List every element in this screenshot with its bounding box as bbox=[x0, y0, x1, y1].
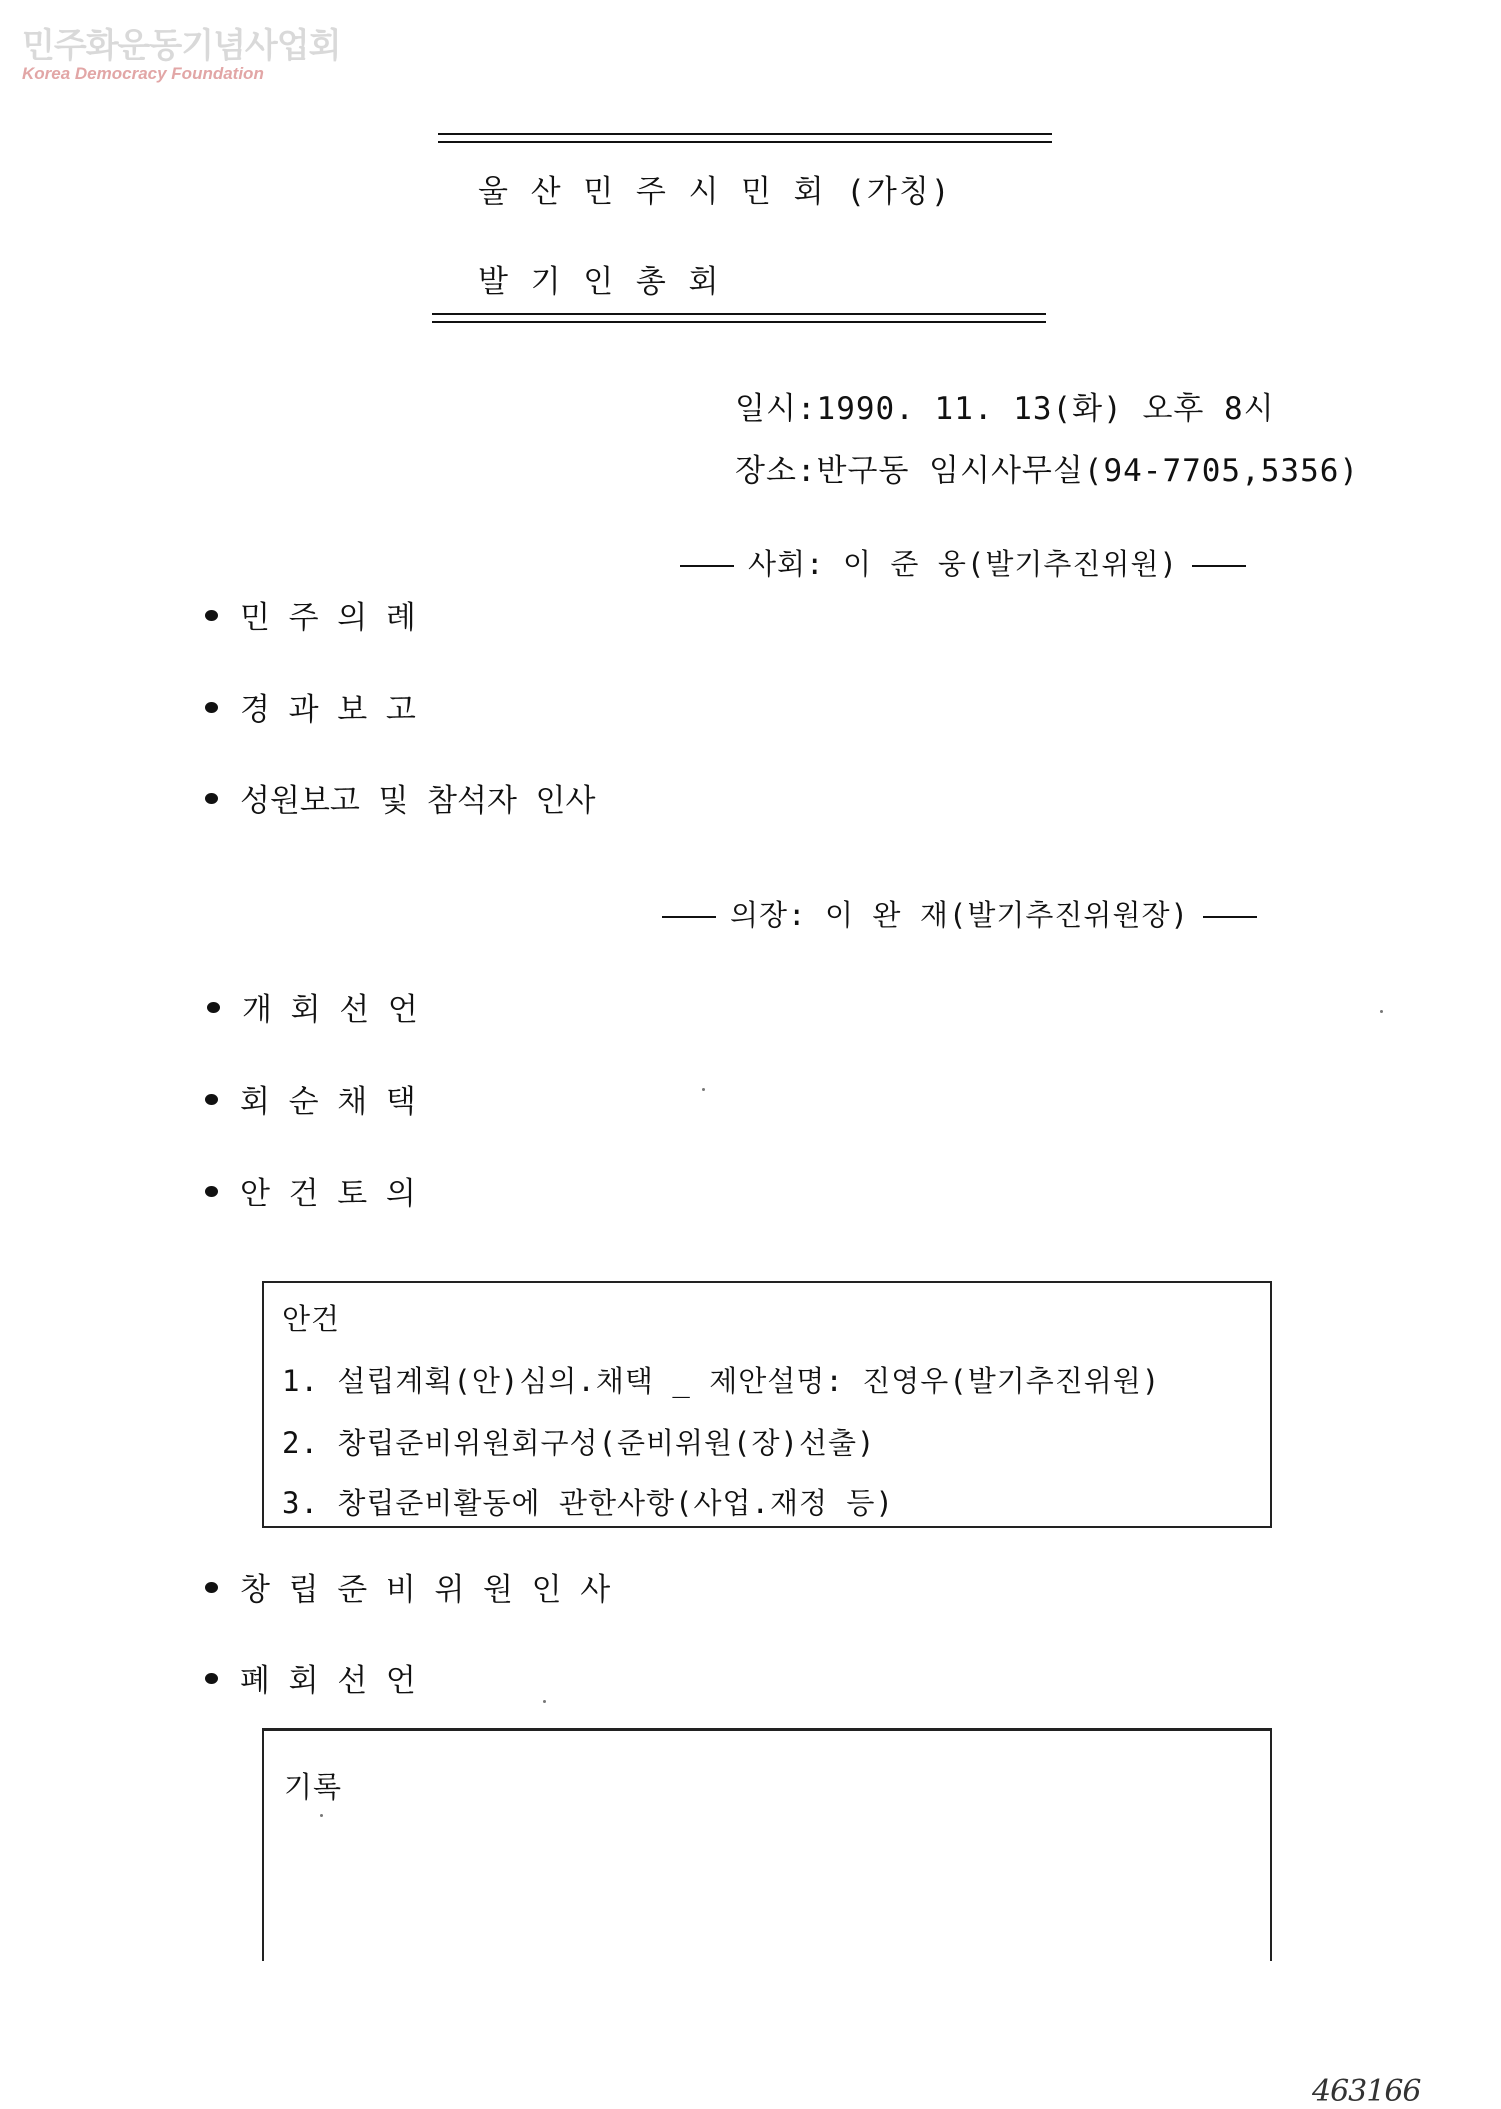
left-dash bbox=[662, 916, 716, 918]
scan-speck bbox=[320, 1814, 323, 1817]
record-box-heading: 기록 bbox=[284, 1770, 343, 1804]
bullet-icon bbox=[207, 1002, 220, 1013]
scan-speck bbox=[543, 1700, 546, 1703]
bullet-icon bbox=[205, 610, 218, 621]
bullet-icon bbox=[205, 1673, 218, 1684]
bullet-icon bbox=[205, 1094, 218, 1105]
bullet-icon bbox=[205, 1186, 218, 1197]
bullet-icon bbox=[205, 1582, 218, 1593]
title-top-rule-1 bbox=[438, 133, 1052, 135]
bullet-icon bbox=[205, 793, 218, 804]
document-subtitle: 발 기 인 총 회 bbox=[478, 264, 721, 300]
watermark-org-korean: 민주화운동기념사업회 bbox=[22, 26, 341, 66]
agenda-item-closing-declaration: 폐 회 선 언 bbox=[240, 1663, 416, 1699]
title-bottom-rule-2 bbox=[432, 321, 1046, 323]
moderator-text: 사회: 이 준 웅(발기추진위원) bbox=[748, 547, 1178, 581]
right-dash bbox=[1192, 565, 1246, 567]
meeting-datetime: 일시:1990. 11. 13(화) 오후 8시 bbox=[735, 391, 1275, 427]
agenda-item-discussion: 안 건 토 의 bbox=[240, 1176, 416, 1212]
agenda-item-order-adoption: 회 순 채 택 bbox=[240, 1084, 416, 1120]
title-top-rule-2 bbox=[438, 141, 1052, 143]
chairman-text: 의장: 이 완 재(발기추진위원장) bbox=[730, 898, 1189, 932]
agenda-box bbox=[262, 1281, 1272, 1528]
right-dash bbox=[1203, 916, 1257, 918]
bullet-icon bbox=[205, 702, 218, 713]
handwritten-page-number: 463166 bbox=[1312, 2074, 1421, 2109]
agenda-item-quorum-report: 성원보고 및 참석자 인사 bbox=[240, 783, 596, 819]
agenda-item-democratic-ritual: 민 주 의 례 bbox=[240, 600, 416, 636]
title-bottom-rule-1 bbox=[432, 313, 1046, 315]
scan-speck bbox=[702, 1088, 705, 1091]
meeting-place: 장소:반구동 임시사무실(94-7705,5356) bbox=[735, 453, 1360, 489]
agenda-line-1: 1. 설립계획(안)심의.채택 _ 제안설명: 진영우(발기추진위원) bbox=[282, 1364, 1161, 1398]
agenda-item-prep-committee-greeting: 창 립 준 비 위 원 인 사 bbox=[240, 1572, 611, 1608]
document-title: 울 산 민 주 시 민 회 (가칭) bbox=[478, 174, 952, 210]
moderator-line bbox=[666, 542, 1260, 583]
agenda-item-opening-declaration: 개 회 선 언 bbox=[242, 992, 418, 1028]
record-box bbox=[262, 1728, 1272, 1961]
agenda-item-progress-report: 경 과 보 고 bbox=[240, 692, 416, 728]
left-dash bbox=[680, 565, 734, 567]
agenda-box-heading: 안건 bbox=[282, 1302, 341, 1336]
agenda-line-2: 2. 창립준비위원회구성(준비위원(장)선출) bbox=[282, 1426, 876, 1460]
chairman-line bbox=[648, 893, 1271, 934]
agenda-line-3: 3. 창립준비활동에 관한사항(사업.재정 등) bbox=[282, 1486, 894, 1520]
scan-speck bbox=[1380, 1010, 1383, 1013]
watermark-org-english: Korea Democracy Foundation bbox=[22, 64, 264, 83]
